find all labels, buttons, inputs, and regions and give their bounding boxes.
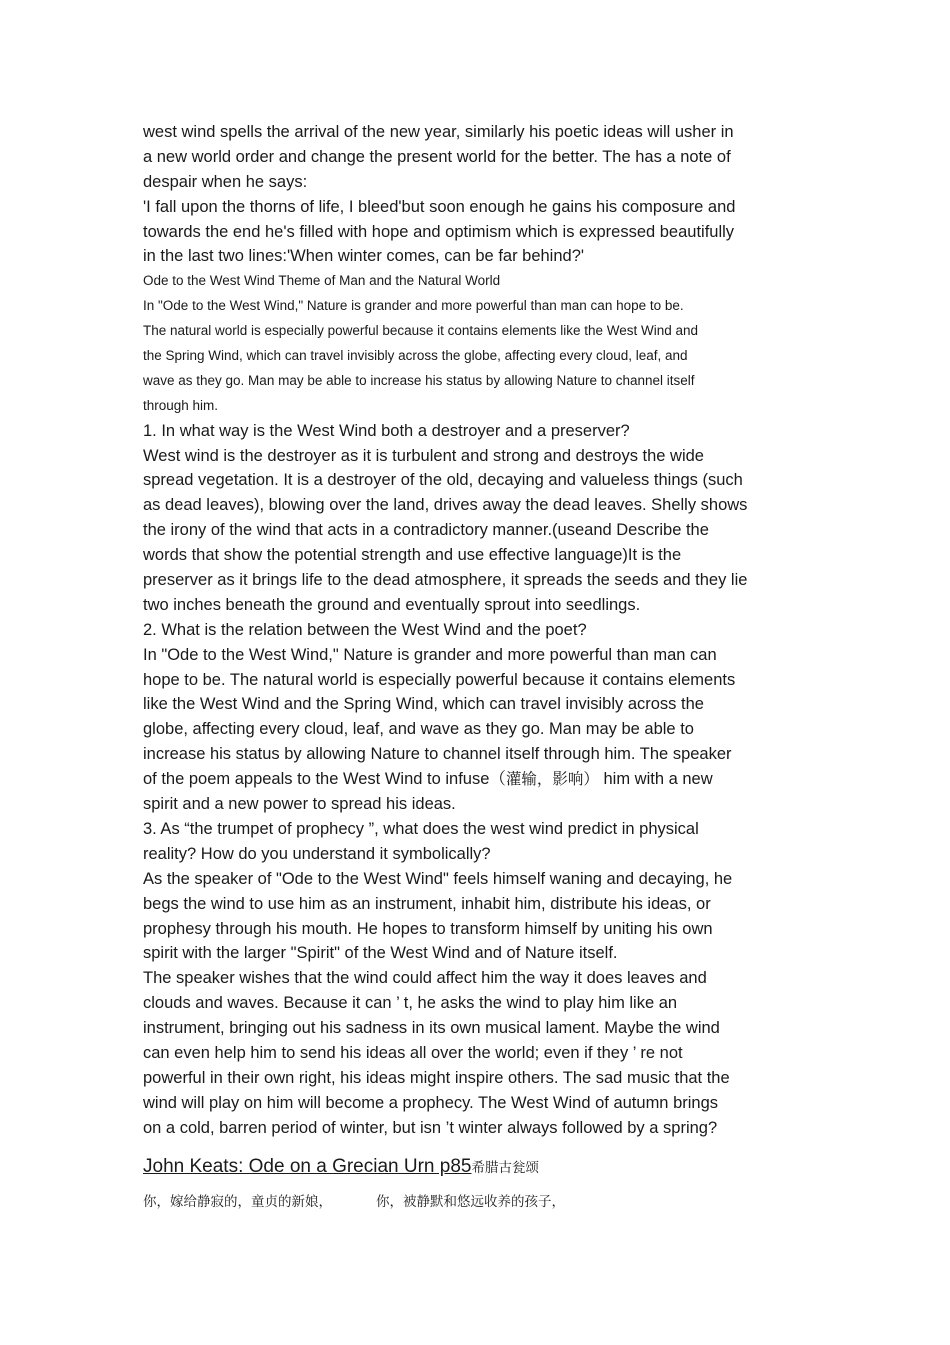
text-line: preserver as it brings life to the dead atmosphere, it spreads the seeds and they lie	[143, 571, 748, 590]
text-line: begs the wind to use him as an instrument, inhabit him, distribute his ideas, or	[143, 894, 711, 913]
text-line: As the speaker of "Ode to the West Wind" feels himself waning and decaying, he	[143, 869, 733, 888]
text-line: like the West Wind and the Spring Wind, which can travel invisibly across the	[143, 695, 704, 714]
questions-section	[143, 419, 903, 1141]
heading-title: John Keats: Ode on a Grecian Urn p85	[143, 1155, 472, 1177]
text-line: reality? How do you understand it symbolically?	[143, 844, 491, 863]
text-line: in the last two lines:'When winter comes, can be far behind?'	[143, 247, 585, 266]
verse-part-1: 你，嫁给静寂的，童贞的新娘，	[143, 1193, 332, 1210]
question-1: 1. In what way is the West Wind both a destroyer and a preserver?	[143, 421, 630, 440]
text-line: spread vegetation. It is a destroyer of the old, decaying and valueless things (such	[143, 471, 743, 490]
text-line-infuse	[143, 767, 903, 792]
text-line: spirit with the larger "Spirit" of the West Wind and of Nature itself.	[143, 944, 618, 963]
text-line: In "Ode to the West Wind," Nature is grander and more powerful than man can	[143, 645, 717, 664]
text-line: globe, affecting every cloud, leaf, and wave as they go. Man may be able to	[143, 720, 694, 739]
text-line: the irony of the wind that acts in a contradictory manner.(useand Describe the	[143, 521, 709, 540]
text-line: as dead leaves), blowing over the land, drives away the dead leaves. Shelly shows	[143, 496, 748, 515]
theme-section	[143, 269, 903, 418]
text-line: The speaker wishes that the wind could affect him the way it does leaves and	[143, 969, 707, 988]
document-page	[143, 120, 903, 1212]
text-line: West wind is the destroyer as it is turbulent and strong and destroys the wide	[143, 446, 704, 465]
text-line: clouds and waves. Because it can ’ t, he asks the wind to play him like an	[143, 994, 678, 1013]
text-line: prophesy through his mouth. He hopes to transform himself by uniting his own	[143, 919, 713, 938]
text-line: despair when he says:	[143, 172, 308, 191]
heading-chinese-title: 希腊古瓮颂	[471, 1159, 539, 1176]
question-2: 2. What is the relation between the West Wind and the poet?	[143, 620, 587, 639]
text-line: hope to be. The natural world is especially powerful because it contains elements	[143, 670, 736, 689]
text-line: increase his status by allowing Nature to channel itself through him. The speaker	[143, 745, 732, 764]
text-line: powerful in their own right, his ideas might inspire others. The sad music that the	[143, 1068, 730, 1087]
infuse-text-after: him with a new	[598, 770, 713, 789]
infuse-chinese-gloss: 灌输，影响）	[505, 770, 599, 789]
text-line: spirit and a new power to spread his ideas.	[143, 795, 456, 814]
text-line: 'I fall upon the thorns of life, I bleed'but soon enough he gains his composure and	[143, 197, 736, 216]
chinese-verse-line	[143, 1192, 903, 1212]
section-heading	[143, 1152, 903, 1182]
text-line: two inches beneath the ground and eventually sprout into seedlings.	[143, 595, 641, 614]
verse-part-2: 你，被静默和悠远收养的孩子，	[376, 1193, 565, 1210]
text-line: Ode to the West Wind Theme of Man and the Natural World	[143, 273, 501, 289]
text-line: west wind spells the arrival of the new year, similarly his poetic ideas will usher in	[143, 123, 734, 141]
infuse-text-before: of the poem appeals to the West Wind to infuse（	[143, 770, 506, 789]
text-line: wind will play on him will become a prophecy. The West Wind of autumn brings	[143, 1093, 719, 1112]
text-line: can even help him to send his ideas all over the world; even if they ’ re not	[143, 1043, 683, 1062]
text-line: instrument, bringing out his sadness in its own musical lament. Maybe the wind	[143, 1019, 720, 1038]
text-line: through him.	[143, 397, 219, 413]
text-line: In "Ode to the West Wind," Nature is grander and more powerful than man can hope to be.	[143, 298, 684, 314]
text-line: words that show the potential strength and use effective language)It is the	[143, 546, 682, 565]
text-line: The natural world is especially powerful because it contains elements like the West Wind and	[143, 323, 699, 339]
text-line: towards the end he's filled with hope and optimism which is expressed beautifully	[143, 222, 735, 241]
text-line: wave as they go. Man may be able to increase his status by allowing Nature to channel itself	[143, 372, 695, 388]
question-3: 3. As “the trumpet of prophecy ”, what does the west wind predict in physical	[143, 819, 699, 838]
text-line: the Spring Wind, which can travel invisibly across the globe, affecting every cloud, leaf, and	[143, 348, 688, 364]
text-line: a new world order and change the present world for the better. The has a note of	[143, 147, 731, 166]
text-line: on a cold, barren period of winter, but isn ’t winter always followed by a spring?	[143, 1118, 718, 1137]
paragraph-intro	[143, 120, 903, 269]
